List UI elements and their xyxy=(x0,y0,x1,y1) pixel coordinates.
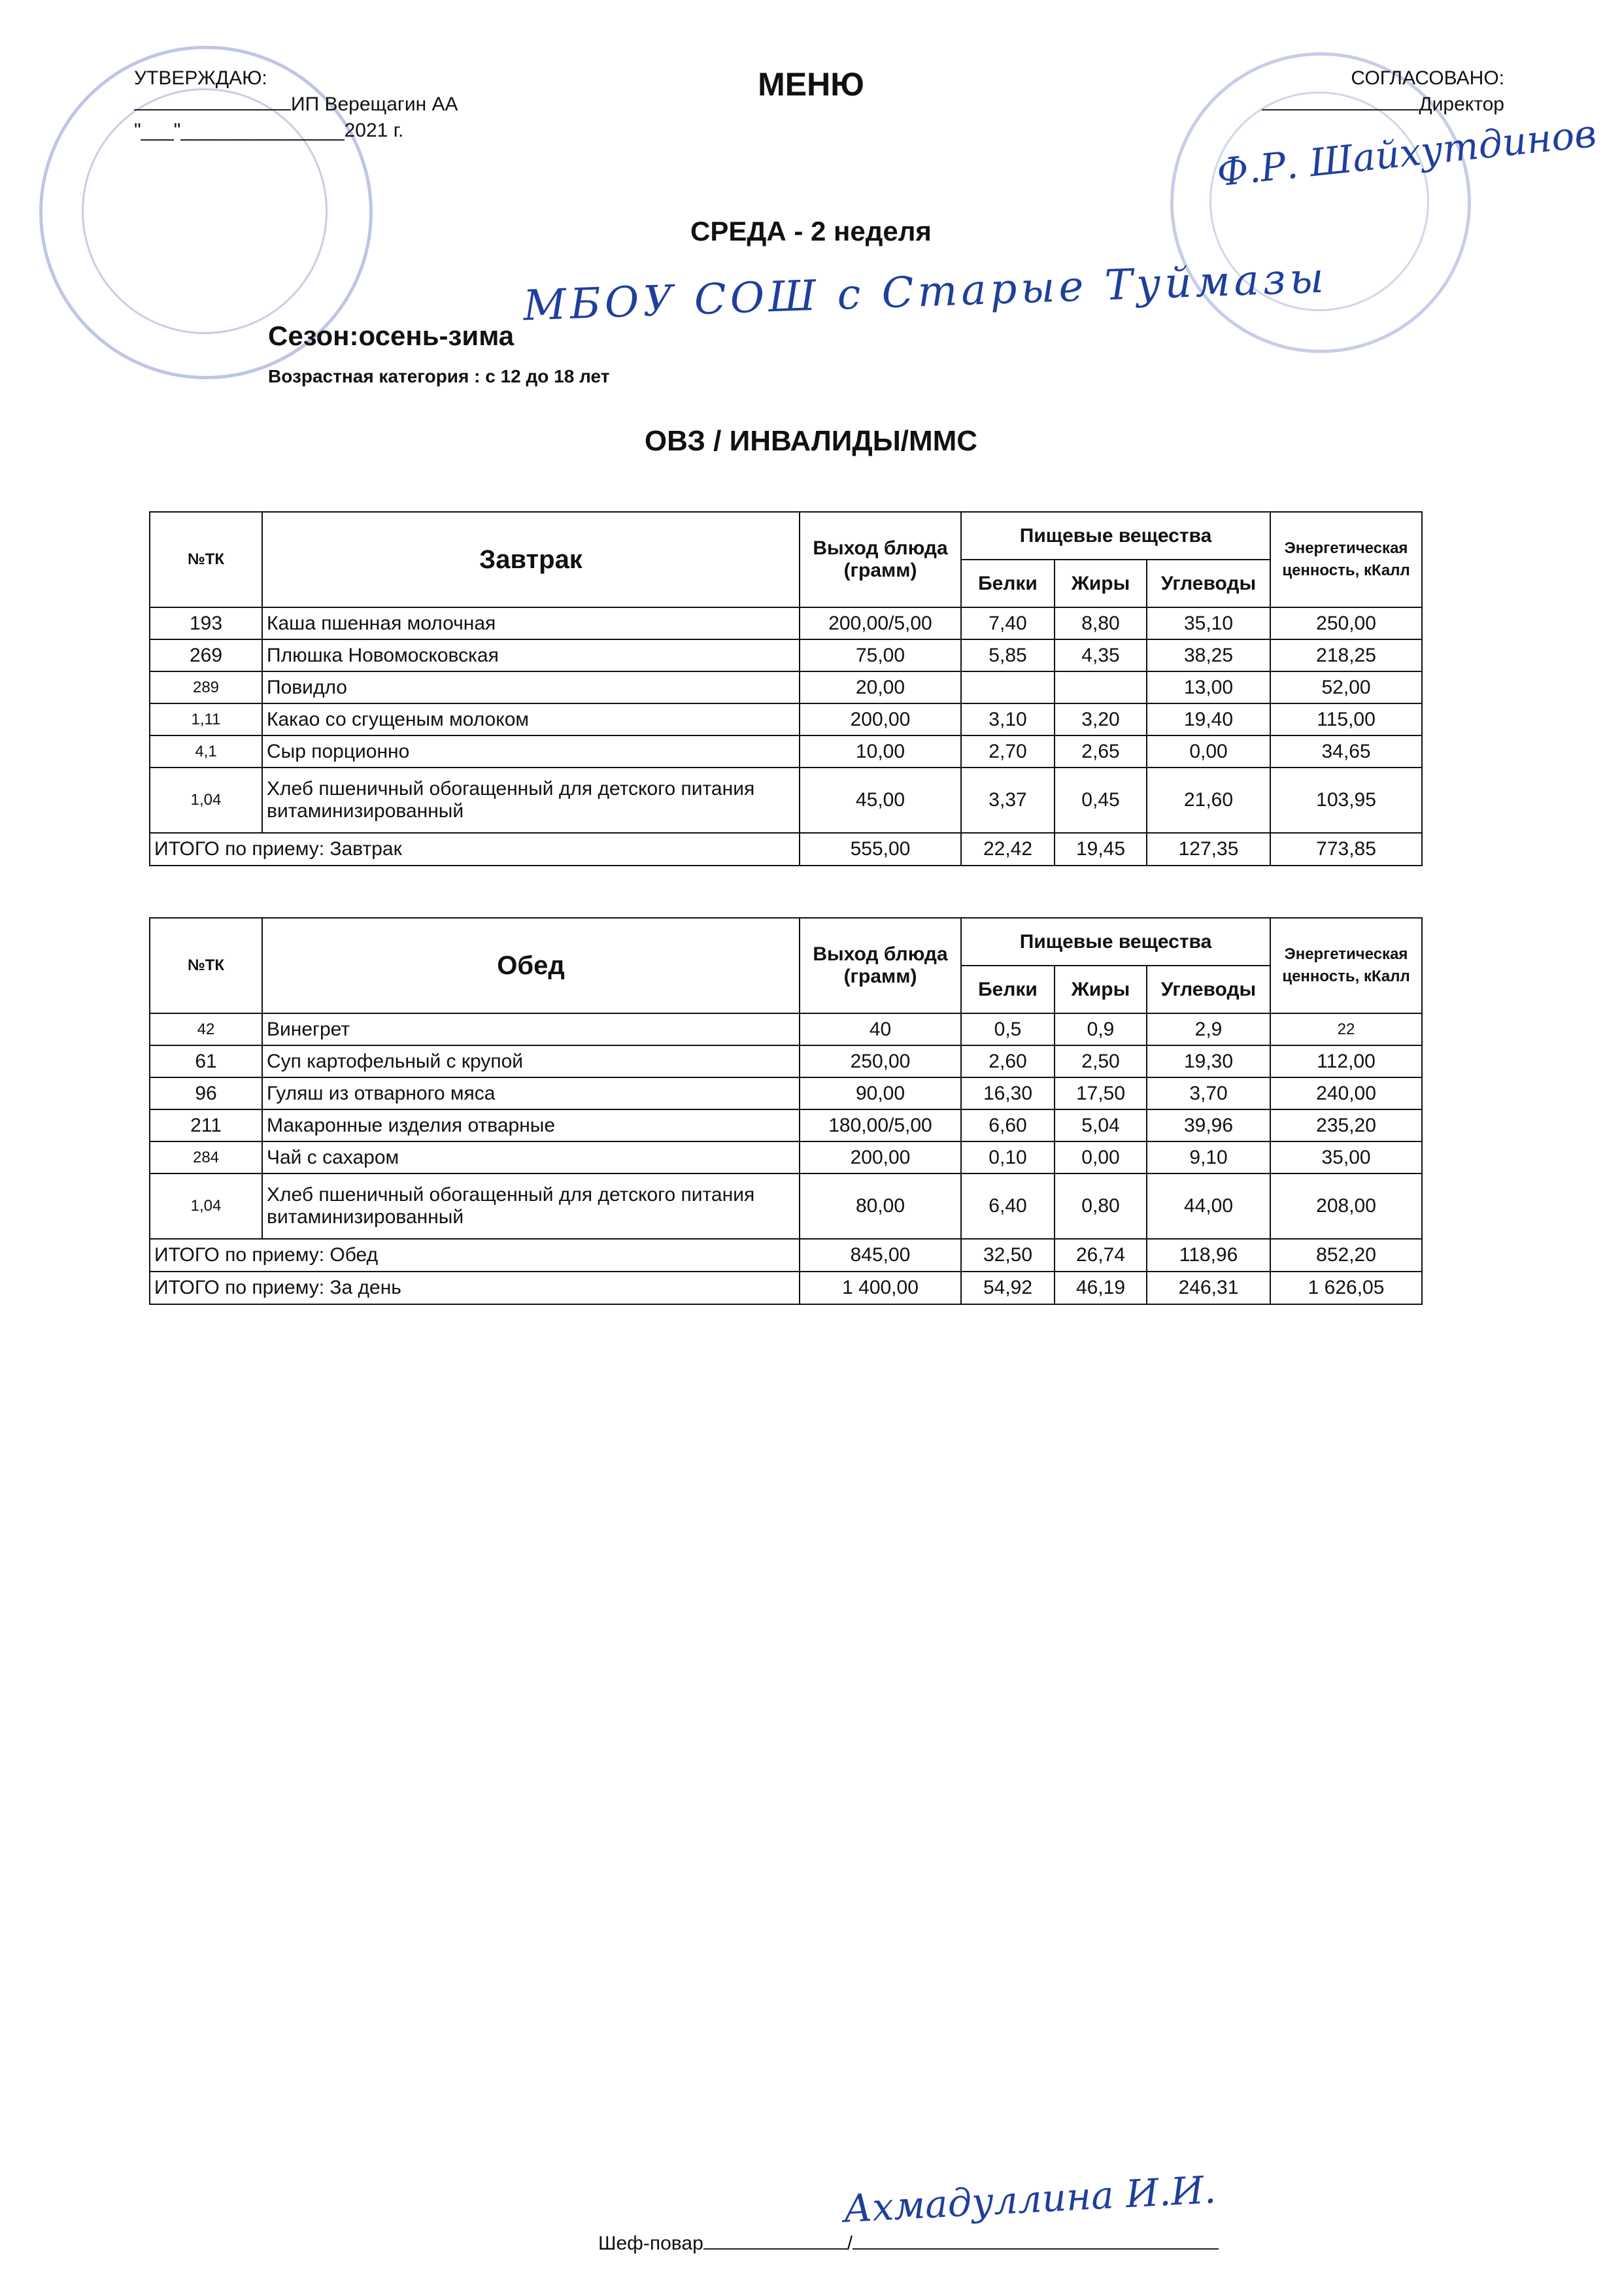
cell-energy: 235,20 xyxy=(1270,1109,1422,1141)
cell-energy: 22 xyxy=(1270,1013,1422,1045)
cell-yield: 45,00 xyxy=(800,768,961,833)
cell-energy: 103,95 xyxy=(1270,768,1422,833)
chef-signature-block: Шеф-повар / xyxy=(598,2233,1219,2255)
cell-tk: 269 xyxy=(150,639,262,671)
total-yield: 845,00 xyxy=(800,1239,961,1272)
table-row xyxy=(150,1141,1422,1173)
day-total-yield: 1 400,00 xyxy=(800,1272,961,1304)
cell-carbs: 13,00 xyxy=(1147,671,1270,703)
age-category: Возрастная категория : с 12 до 18 лет xyxy=(268,366,610,386)
cell-carbs: 3,70 xyxy=(1147,1077,1270,1109)
cell-carbs: 9,10 xyxy=(1147,1141,1270,1173)
cell-name: Повидло xyxy=(262,671,800,703)
cell-protein: 5,85 xyxy=(961,639,1055,671)
page-title: МЕНЮ xyxy=(758,66,864,103)
table-row xyxy=(150,671,1422,703)
table-row xyxy=(150,1077,1422,1109)
day-total-energy: 1 626,05 xyxy=(1270,1272,1422,1304)
cell-carbs: 19,40 xyxy=(1147,703,1270,735)
cell-fat: 0,45 xyxy=(1055,768,1147,833)
cell-yield: 40 xyxy=(800,1013,961,1045)
total-energy: 773,85 xyxy=(1270,833,1422,866)
weekday-heading: СРЕДА - 2 неделя xyxy=(690,216,932,246)
cell-fat: 0,00 xyxy=(1055,1141,1147,1173)
cell-yield: 10,00 xyxy=(800,735,961,768)
cell-protein: 2,70 xyxy=(961,735,1055,768)
cell-tk: 42 xyxy=(150,1013,262,1045)
total-label: ИТОГО по приему: Обед xyxy=(150,1239,800,1272)
day-total-fat: 46,19 xyxy=(1055,1272,1147,1304)
table-row xyxy=(150,735,1422,768)
cell-energy: 218,25 xyxy=(1270,639,1422,671)
total-label: ИТОГО по приему: Завтрак xyxy=(150,833,800,866)
cell-tk: 1,04 xyxy=(150,1173,262,1239)
col-yield: Выход блюда (грамм) xyxy=(800,512,961,607)
col-carbs: Углеводы xyxy=(1147,560,1270,607)
cell-protein: 6,60 xyxy=(961,1109,1055,1141)
col-tk: №ТК xyxy=(150,512,262,607)
cell-yield: 90,00 xyxy=(800,1077,961,1109)
cell-fat xyxy=(1055,671,1147,703)
cell-name: Чай с сахаром xyxy=(262,1141,800,1173)
total-carbs: 118,96 xyxy=(1147,1239,1270,1272)
cell-protein: 2,60 xyxy=(961,1045,1055,1077)
cell-name: Какао со сгущеным молоком xyxy=(262,703,800,735)
agree-role: Директор xyxy=(1419,93,1504,115)
meal-title: Обед xyxy=(262,918,800,1013)
cell-energy: 250,00 xyxy=(1270,607,1422,639)
col-fat: Жиры xyxy=(1055,966,1147,1013)
cell-yield: 180,00/5,00 xyxy=(800,1109,961,1141)
total-protein: 22,42 xyxy=(961,833,1055,866)
agree-block xyxy=(1262,65,1504,118)
cell-yield: 200,00 xyxy=(800,703,961,735)
col-yield: Выход блюда (грамм) xyxy=(800,918,961,1013)
total-energy: 852,20 xyxy=(1270,1239,1422,1272)
table-row xyxy=(150,1109,1422,1141)
cell-protein: 3,37 xyxy=(961,768,1055,833)
col-energy: Энергетическая ценность, кКалл xyxy=(1270,512,1422,607)
cell-tk: 1,04 xyxy=(150,768,262,833)
col-carbs: Углеводы xyxy=(1147,966,1270,1013)
cell-carbs: 39,96 xyxy=(1147,1109,1270,1141)
director-signature: Ф.Р. Шайхутдинов xyxy=(1215,110,1598,195)
cell-fat: 17,50 xyxy=(1055,1077,1147,1109)
cell-fat: 4,35 xyxy=(1055,639,1147,671)
day-total-carbs: 246,31 xyxy=(1147,1272,1270,1304)
table-row xyxy=(150,703,1422,735)
col-energy: Энергетическая ценность, кКалл xyxy=(1270,918,1422,1013)
day-total-protein: 54,92 xyxy=(961,1272,1055,1304)
cell-name: Хлеб пшеничный обогащенный для детского питания витаминизированный xyxy=(262,1173,800,1239)
agree-label: СОГЛАСОВАНО: xyxy=(1351,67,1504,89)
cell-yield: 20,00 xyxy=(800,671,961,703)
cell-energy: 208,00 xyxy=(1270,1173,1422,1239)
cell-name: Плюшка Новомосковская xyxy=(262,639,800,671)
cell-tk: 1,11 xyxy=(150,703,262,735)
cell-yield: 80,00 xyxy=(800,1173,961,1239)
cell-name: Винегрет xyxy=(262,1013,800,1045)
table-total-row xyxy=(150,1239,1422,1272)
cell-protein xyxy=(961,671,1055,703)
cell-name: Хлеб пшеничный обогащенный для детского питания витаминизированный xyxy=(262,768,800,833)
table-row xyxy=(150,768,1422,833)
cell-yield: 200,00 xyxy=(800,1141,961,1173)
cell-energy: 240,00 xyxy=(1270,1077,1422,1109)
approve-label: УТВЕРЖДАЮ: xyxy=(134,67,267,89)
season-label: Сезон:осень-зима xyxy=(268,320,515,351)
cell-name: Каша пшенная молочная xyxy=(262,607,800,639)
breakfast-table xyxy=(149,511,1423,866)
cell-yield: 200,00/5,00 xyxy=(800,607,961,639)
meal-title: Завтрак xyxy=(262,512,800,607)
approve-person: ИП Верещагин АА xyxy=(291,93,458,115)
cell-name: Суп картофельный с крупой xyxy=(262,1045,800,1077)
cell-energy: 35,00 xyxy=(1270,1141,1422,1173)
chef-signature: Ахмадуллина И.И. xyxy=(842,2167,1217,2231)
cell-fat: 2,65 xyxy=(1055,735,1147,768)
cell-energy: 52,00 xyxy=(1270,671,1422,703)
cell-tk: 96 xyxy=(150,1077,262,1109)
cell-name: Макаронные изделия отварные xyxy=(262,1109,800,1141)
cell-tk: 211 xyxy=(150,1109,262,1141)
cell-protein: 7,40 xyxy=(961,607,1055,639)
cell-carbs: 0,00 xyxy=(1147,735,1270,768)
cell-fat: 0,9 xyxy=(1055,1013,1147,1045)
cell-tk: 61 xyxy=(150,1045,262,1077)
cell-fat: 0,80 xyxy=(1055,1173,1147,1239)
cell-carbs: 21,60 xyxy=(1147,768,1270,833)
col-nutrients: Пищевые вещества xyxy=(961,512,1270,560)
cell-fat: 3,20 xyxy=(1055,703,1147,735)
school-handwritten: МБОУ СОШ с Старые Туймазы xyxy=(522,254,1328,331)
cell-protein: 6,40 xyxy=(961,1173,1055,1239)
table-total-row xyxy=(150,833,1422,866)
table-row xyxy=(150,1013,1422,1045)
col-fat: Жиры xyxy=(1055,560,1147,607)
cell-tk: 289 xyxy=(150,671,262,703)
total-protein: 32,50 xyxy=(961,1239,1055,1272)
day-total-row xyxy=(150,1272,1422,1304)
col-protein: Белки xyxy=(961,966,1055,1013)
cell-carbs: 2,9 xyxy=(1147,1013,1270,1045)
col-tk: №ТК xyxy=(150,918,262,1013)
cell-tk: 4,1 xyxy=(150,735,262,768)
cell-protein: 3,10 xyxy=(961,703,1055,735)
table-row xyxy=(150,1173,1422,1239)
table-row xyxy=(150,607,1422,639)
total-carbs: 127,35 xyxy=(1147,833,1270,866)
cell-carbs: 44,00 xyxy=(1147,1173,1270,1239)
cell-tk: 284 xyxy=(150,1141,262,1173)
approve-date: "___"_______________2021 г. xyxy=(134,120,404,141)
cell-yield: 250,00 xyxy=(800,1045,961,1077)
lunch-table xyxy=(149,917,1423,1305)
table-row xyxy=(150,1045,1422,1077)
chef-label: Шеф-повар xyxy=(598,2233,703,2254)
col-protein: Белки xyxy=(961,560,1055,607)
day-total-label: ИТОГО по приему: За день xyxy=(150,1272,800,1304)
total-fat: 26,74 xyxy=(1055,1239,1147,1272)
cell-energy: 34,65 xyxy=(1270,735,1422,768)
total-yield: 555,00 xyxy=(800,833,961,866)
cell-carbs: 35,10 xyxy=(1147,607,1270,639)
cell-fat: 5,04 xyxy=(1055,1109,1147,1141)
cell-name: Сыр порционно xyxy=(262,735,800,768)
cell-protein: 16,30 xyxy=(961,1077,1055,1109)
cell-name: Гуляш из отварного мяса xyxy=(262,1077,800,1109)
cell-carbs: 19,30 xyxy=(1147,1045,1270,1077)
cell-protein: 0,10 xyxy=(961,1141,1055,1173)
category-subtitle: ОВЗ / ИНВАЛИДЫ/ММС xyxy=(644,425,978,457)
cell-energy: 115,00 xyxy=(1270,703,1422,735)
cell-yield: 75,00 xyxy=(800,639,961,671)
cell-fat: 8,80 xyxy=(1055,607,1147,639)
cell-carbs: 38,25 xyxy=(1147,639,1270,671)
cell-fat: 2,50 xyxy=(1055,1045,1147,1077)
cell-tk: 193 xyxy=(150,607,262,639)
total-fat: 19,45 xyxy=(1055,833,1147,866)
cell-protein: 0,5 xyxy=(961,1013,1055,1045)
table-row xyxy=(150,639,1422,671)
col-nutrients: Пищевые вещества xyxy=(961,918,1270,966)
cell-energy: 112,00 xyxy=(1270,1045,1422,1077)
